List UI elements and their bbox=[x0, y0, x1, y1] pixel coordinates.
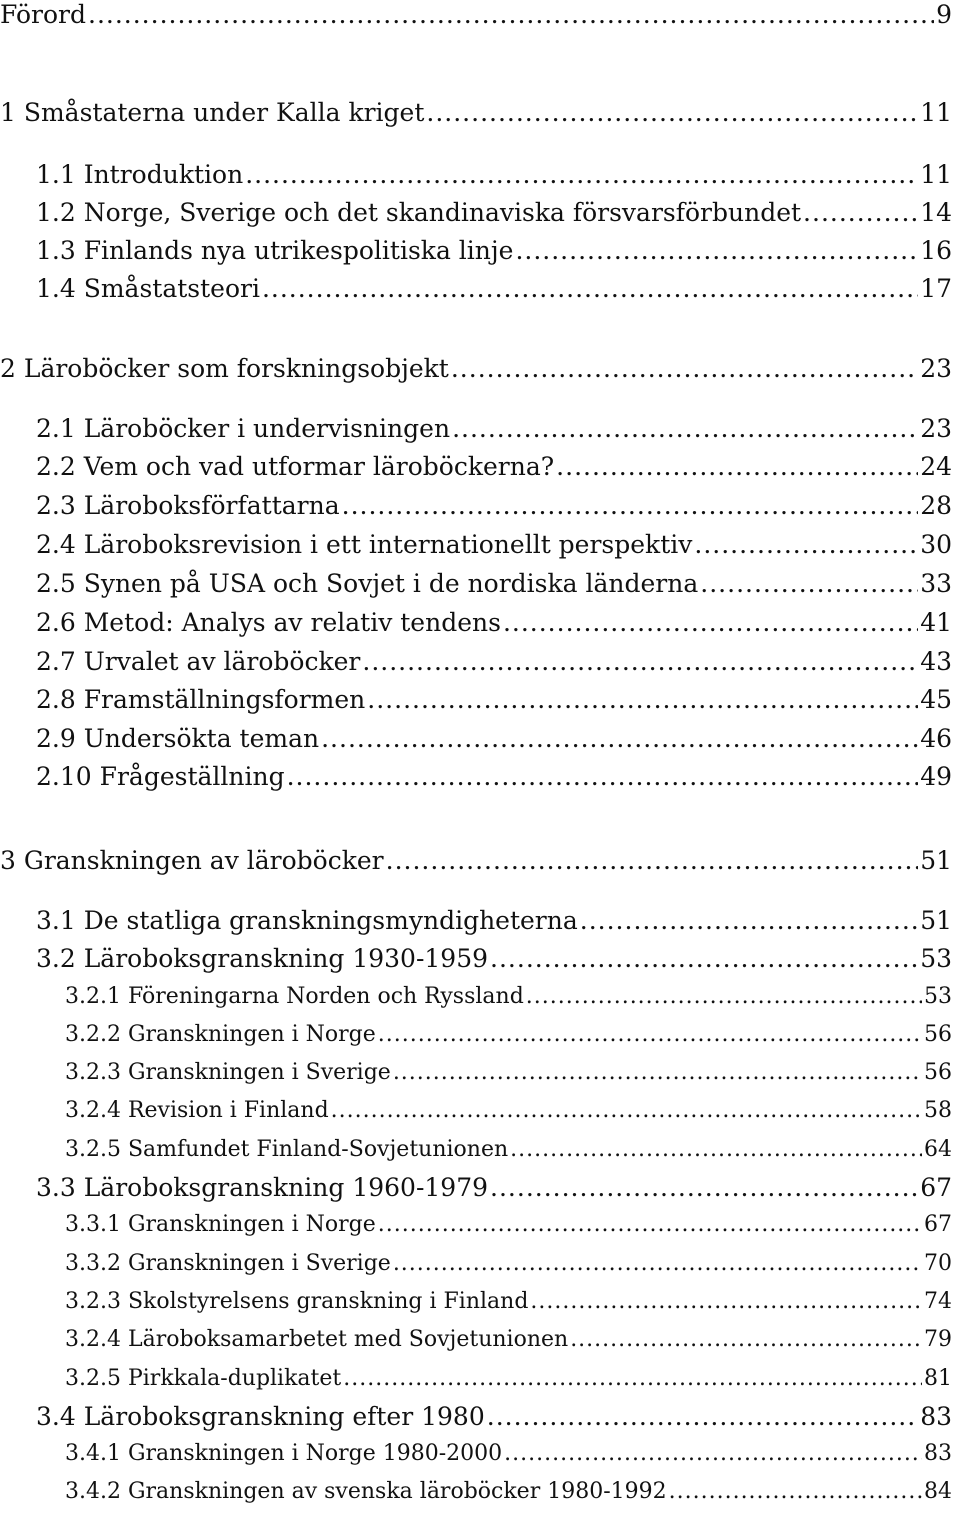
toc-entry-page-number: 24 bbox=[920, 452, 952, 481]
toc-entry-page-number: 83 bbox=[920, 1402, 952, 1431]
toc-entry-page-number: 49 bbox=[920, 762, 952, 791]
toc-entry[interactable] bbox=[0, 0, 952, 29]
toc-entry-page-number: 79 bbox=[924, 1327, 952, 1352]
toc-entry-title: 1.3 Finlands nya utrikespolitiska linje bbox=[36, 236, 514, 265]
toc-entry-page-number: 56 bbox=[924, 1022, 952, 1047]
toc-entry[interactable] bbox=[36, 1402, 952, 1431]
dot-leader bbox=[331, 1098, 922, 1123]
toc-entry[interactable] bbox=[65, 1022, 952, 1047]
dot-leader bbox=[530, 1289, 922, 1314]
dot-leader bbox=[803, 198, 918, 227]
toc-entry-page-number: 33 bbox=[920, 569, 952, 598]
dot-leader bbox=[570, 1327, 922, 1352]
toc-entry-title: 2.7 Urvalet av läroböcker bbox=[36, 647, 361, 676]
toc-entry-page-number: 28 bbox=[920, 491, 952, 520]
toc-entry-page-number: 17 bbox=[920, 274, 952, 303]
dot-leader bbox=[262, 274, 918, 303]
toc-entry-page-number: 11 bbox=[920, 98, 952, 127]
toc-entry-title: 3.2.2 Granskningen i Norge bbox=[65, 1022, 376, 1047]
toc-entry-page-number: 53 bbox=[920, 944, 952, 973]
dot-leader bbox=[342, 491, 919, 520]
toc-entry-page-number: 16 bbox=[920, 236, 952, 265]
toc-entry[interactable] bbox=[36, 452, 952, 481]
toc-entry[interactable] bbox=[36, 160, 952, 189]
toc-entry[interactable] bbox=[65, 1289, 952, 1314]
toc-entry-page-number: 64 bbox=[924, 1137, 952, 1162]
toc-entry[interactable] bbox=[36, 906, 952, 935]
toc-entry[interactable] bbox=[36, 608, 952, 637]
toc-entry-page-number: 51 bbox=[920, 846, 952, 875]
toc-entry-title: 2.5 Synen på USA och Sovjet i de nordiska länderna bbox=[36, 569, 699, 598]
toc-entry-title: 3 Granskningen av läroböcker bbox=[0, 846, 384, 875]
toc-entry-page-number: 81 bbox=[924, 1366, 952, 1391]
toc-entry[interactable] bbox=[36, 944, 952, 973]
dot-leader bbox=[362, 647, 918, 676]
toc-entry-title: 3.2.1 Föreningarna Norden och Ryssland bbox=[65, 984, 524, 1009]
toc-entry-page-number: 58 bbox=[924, 1098, 952, 1123]
dot-leader bbox=[504, 1441, 922, 1466]
dot-leader bbox=[515, 236, 918, 265]
toc-entry-title: 2.4 Läroboksrevision i ett internationellt perspektiv bbox=[36, 530, 693, 559]
toc-entry-title: 3.2.5 Pirkkala-duplikatet bbox=[65, 1366, 342, 1391]
toc-entry-title: 2.1 Läroböcker i undervisningen bbox=[36, 414, 451, 443]
toc-entry[interactable] bbox=[36, 236, 952, 265]
toc-entry-title: 3.4.1 Granskningen i Norge 1980-2000 bbox=[65, 1441, 503, 1466]
toc-entry[interactable] bbox=[36, 414, 952, 443]
toc-entry[interactable] bbox=[65, 1327, 952, 1352]
toc-entry-title: 3.3.1 Granskningen i Norge bbox=[65, 1212, 376, 1237]
toc-entry-title: 3.3 Läroboksgranskning 1960-1979 bbox=[36, 1173, 489, 1202]
dot-leader bbox=[386, 846, 919, 875]
toc-entry-page-number: 84 bbox=[924, 1479, 952, 1504]
dot-leader bbox=[378, 1212, 922, 1237]
toc-entry-page-number: 23 bbox=[920, 354, 952, 383]
toc-entry[interactable] bbox=[65, 1212, 952, 1237]
toc-entry-title: 3.3.2 Granskningen i Sverige bbox=[65, 1251, 391, 1276]
dot-leader bbox=[556, 452, 918, 481]
toc-entry-title: 1 Småstaterna under Kalla kriget bbox=[0, 98, 425, 127]
dot-leader bbox=[580, 906, 918, 935]
toc-entry-page-number: 53 bbox=[924, 984, 952, 1009]
toc-entry[interactable] bbox=[36, 685, 952, 714]
dot-leader bbox=[393, 1060, 922, 1085]
toc-entry[interactable] bbox=[36, 491, 952, 520]
toc-entry-title: 1.2 Norge, Sverige och det skandinaviska försvarsförbundet bbox=[36, 198, 802, 227]
toc-entry[interactable] bbox=[65, 1251, 952, 1276]
dot-leader bbox=[426, 98, 918, 127]
dot-leader bbox=[490, 1173, 918, 1202]
toc-entry[interactable] bbox=[65, 1479, 952, 1504]
toc-entry[interactable] bbox=[0, 846, 952, 875]
dot-leader bbox=[451, 354, 918, 383]
toc-entry-title: 3.2.4 Revision i Finland bbox=[65, 1098, 329, 1123]
toc-entry-title: 1.4 Småstatsteori bbox=[36, 274, 260, 303]
toc-entry-page-number: 43 bbox=[920, 647, 952, 676]
toc-entry[interactable] bbox=[65, 1137, 952, 1162]
toc-entry[interactable] bbox=[65, 1060, 952, 1085]
toc-entry-title: 2.6 Metod: Analys av relativ tendens bbox=[36, 608, 501, 637]
dot-leader bbox=[378, 1022, 922, 1047]
toc-entry-title: 2.9 Undersökta teman bbox=[36, 724, 320, 753]
toc-entry-title: Förord bbox=[0, 0, 86, 29]
dot-leader bbox=[393, 1251, 922, 1276]
toc-entry-title: 2.2 Vem och vad utformar läroböckerna? bbox=[36, 452, 555, 481]
toc-entry[interactable] bbox=[36, 198, 952, 227]
toc-entry-title: 2.3 Läroboksförfattarna bbox=[36, 491, 340, 520]
toc-entry[interactable] bbox=[65, 1098, 952, 1123]
toc-entry-page-number: 14 bbox=[920, 198, 952, 227]
toc-entry[interactable] bbox=[36, 647, 952, 676]
toc-entry[interactable] bbox=[36, 274, 952, 303]
toc-entry-page-number: 74 bbox=[924, 1289, 952, 1314]
toc-entry[interactable] bbox=[0, 354, 952, 383]
toc-entry-page-number: 9 bbox=[936, 0, 952, 29]
toc-entry-page-number: 45 bbox=[920, 685, 952, 714]
toc-entry-title: 3.1 De statliga granskningsmyndigheterna bbox=[36, 906, 578, 935]
dot-leader bbox=[245, 160, 918, 189]
toc-entry-title: 1.1 Introduktion bbox=[36, 160, 244, 189]
dot-leader bbox=[526, 984, 922, 1009]
toc-entry-page-number: 67 bbox=[924, 1212, 952, 1237]
toc-entry-page-number: 23 bbox=[920, 414, 952, 443]
toc-entry-title: 3.2.3 Skolstyrelsens granskning i Finland bbox=[65, 1289, 529, 1314]
dot-leader bbox=[452, 414, 918, 443]
toc-entry-title: 2.8 Framställningsformen bbox=[36, 685, 366, 714]
toc-entry[interactable] bbox=[0, 98, 952, 127]
dot-leader bbox=[669, 1479, 922, 1504]
dot-leader bbox=[487, 1402, 918, 1431]
dot-leader bbox=[510, 1137, 922, 1162]
toc-entry[interactable] bbox=[36, 762, 952, 791]
toc-entry[interactable] bbox=[36, 1173, 952, 1202]
toc-entry-title: 3.4 Läroboksgranskning efter 1980 bbox=[36, 1402, 485, 1431]
toc-entry-page-number: 67 bbox=[920, 1173, 952, 1202]
toc-entry-page-number: 83 bbox=[924, 1441, 952, 1466]
dot-leader bbox=[503, 608, 918, 637]
toc-entry-page-number: 30 bbox=[920, 530, 952, 559]
toc-entry-title: 3.2.3 Granskningen i Sverige bbox=[65, 1060, 391, 1085]
toc-entry[interactable] bbox=[65, 1441, 952, 1466]
toc-entry[interactable] bbox=[36, 724, 952, 753]
dot-leader bbox=[88, 0, 934, 29]
toc-entry[interactable] bbox=[65, 984, 952, 1009]
toc-entry-page-number: 70 bbox=[924, 1251, 952, 1276]
toc-entry[interactable] bbox=[36, 530, 952, 559]
toc-entry-title: 3.2.4 Läroboksamarbetet med Sovjetunionen bbox=[65, 1327, 569, 1352]
toc-entry-title: 3.2.5 Samfundet Finland-Sovjetunionen bbox=[65, 1137, 509, 1162]
dot-leader bbox=[694, 530, 918, 559]
toc-entry[interactable] bbox=[65, 1366, 952, 1391]
dot-leader bbox=[490, 944, 918, 973]
toc-entry-title: 3.4.2 Granskningen av svenska läroböcker 1980-1992 bbox=[65, 1479, 667, 1504]
toc-entry-title: 3.2 Läroboksgranskning 1930-1959 bbox=[36, 944, 489, 973]
toc-entry[interactable] bbox=[36, 569, 952, 598]
dot-leader bbox=[321, 724, 918, 753]
dot-leader bbox=[367, 685, 918, 714]
toc-entry-page-number: 41 bbox=[920, 608, 952, 637]
toc-entry-page-number: 51 bbox=[920, 906, 952, 935]
toc-entry-page-number: 56 bbox=[924, 1060, 952, 1085]
dot-leader bbox=[343, 1366, 922, 1391]
dot-leader bbox=[700, 569, 918, 598]
toc-entry-page-number: 46 bbox=[920, 724, 952, 753]
dot-leader bbox=[287, 762, 919, 791]
toc-entry-title: 2 Läroböcker som forskningsobjekt bbox=[0, 354, 449, 383]
toc-entry-page-number: 11 bbox=[920, 160, 952, 189]
toc-entry-title: 2.10 Frågeställning bbox=[36, 762, 285, 791]
